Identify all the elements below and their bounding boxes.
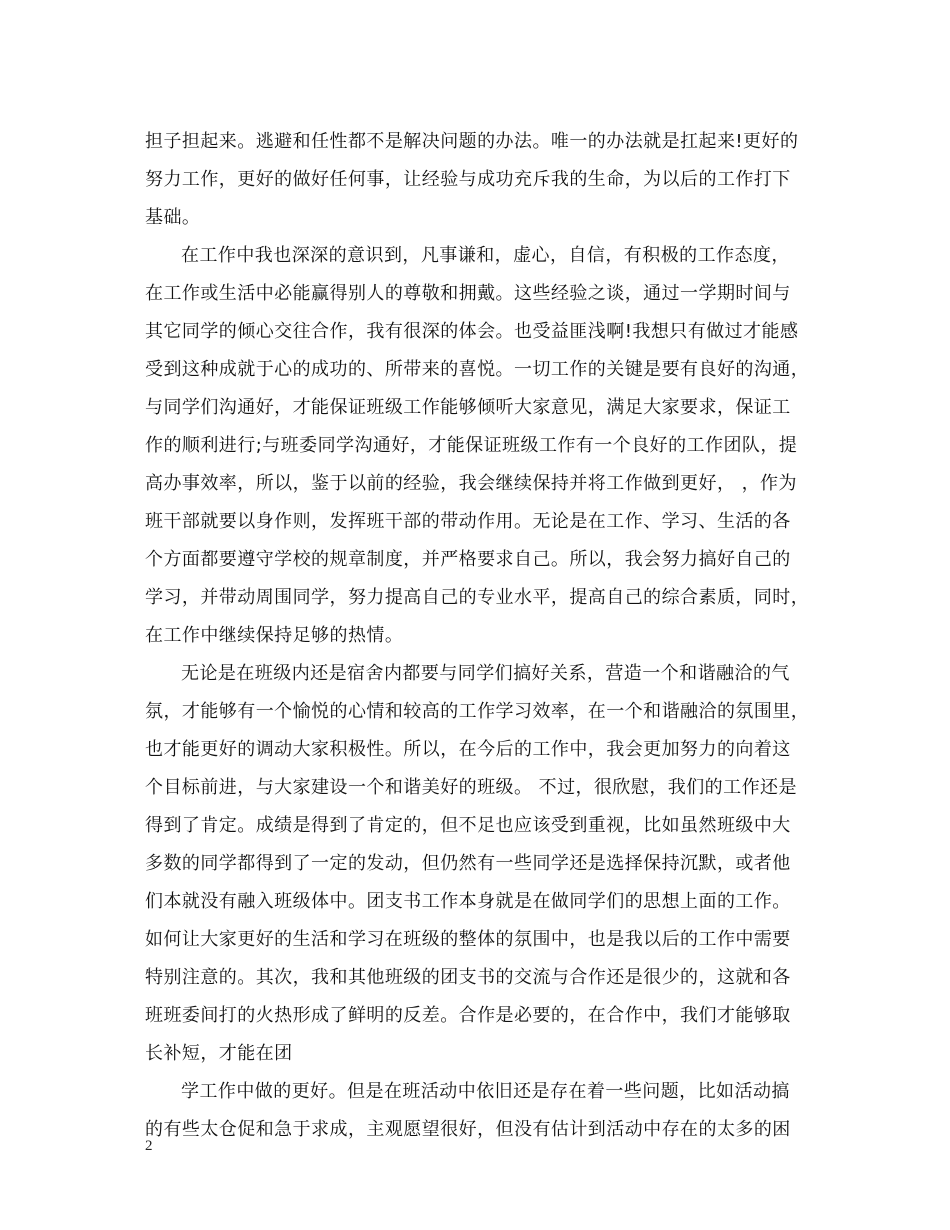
text-line: 班干部就要以身作则，发挥班干部的带动作用。无论是在工作、学习、生活的各 [145, 511, 791, 532]
text-line: 个目标前进，与大家建设一个和谐美好的班级。 不过，很欣慰，我们的工作还是 [145, 777, 797, 798]
text-line: 学习，并带动周围同学，努力提高自己的专业水平，提高自己的综合素质，同时， [145, 587, 810, 608]
text-line: 的有些太仓促和急于求成，主观愿望很好，但没有估计到活动中存在的太多的困 [145, 1119, 791, 1140]
text-line: 基础。 [145, 207, 201, 228]
text-line: 特别注意的。其次，我和其他班级的团支书的交流与合作还是很少的，这就和各 [145, 967, 791, 988]
text-line: 氛，才能够有一个愉悦的心情和较高的工作学习效率，在一个和谐融洽的氛围里， [145, 701, 810, 722]
text-line: 其它同学的倾心交往合作，我有很深的体会。也受益匪浅啊!我想只有做过才能感 [145, 321, 799, 342]
text-line: 在工作或生活中必能赢得别人的尊敬和拥戴。这些经验之谈，通过一学期时间与 [145, 283, 791, 304]
paragraph-first-line: 无论是在班级内还是宿舍内都要与同学们搞好关系，营造一个和谐融洽的气 [181, 663, 790, 684]
text-line: 在工作中继续保持足够的热情。 [145, 625, 404, 646]
paragraph-first-line: 在工作中我也深深的意识到，凡事谦和，虚心，自信，有积极的工作态度， [181, 245, 790, 266]
text-line: 个方面都要遵守学校的规章制度，并严格要求自己。所以，我会努力搞好自己的 [145, 549, 791, 570]
text-line: 作的顺利进行;与班委同学沟通好，才能保证班级工作有一个良好的工作团队，提 [145, 435, 798, 456]
text-line: 长补短，才能在团 [145, 1043, 293, 1064]
text-line: 高办事效率，所以，鉴于以前的经验，我会继续保持并将工作做到更好， ，作为 [145, 473, 797, 494]
text-line: 如何让大家更好的生活和学习在班级的整体的氛围中，也是我以后的工作中需要 [145, 929, 791, 950]
page-number: 2 [145, 1138, 153, 1154]
text-line: 班班委间打的火热形成了鲜明的反差。合作是必要的，在合作中，我们才能够取 [145, 1005, 791, 1026]
text-line: 多数的同学都得到了一定的发动，但仍然有一些同学还是选择保持沉默，或者他 [145, 853, 791, 874]
text-line: 努力工作，更好的做好任何事，让经验与成功充斥我的生命，为以后的工作打下 [145, 169, 791, 190]
text-line: 受到这种成就于心的成功的、所带来的喜悦。一切工作的关键是要有良好的沟通， [145, 359, 810, 380]
text-line: 们本就没有融入班级体中。团支书工作本身就是在做同学们的思想上面的工作。 [145, 891, 791, 912]
text-line: 得到了肯定。成绩是得到了肯定的，但不足也应该受到重视，比如虽然班级中大 [145, 815, 791, 836]
text-line: 也才能更好的调动大家积极性。所以，在今后的工作中，我会更加努力的向着这 [145, 739, 791, 760]
text-line: 担子担起来。逃避和任性都不是解决问题的办法。唯一的办法就是扛起来!更好的 [145, 131, 799, 152]
paragraph-first-line: 学工作中做的更好。但是在班活动中依旧还是存在着一些问题，比如活动搞 [181, 1081, 790, 1102]
text-line: 与同学们沟通好，才能保证班级工作能够倾听大家意见，满足大家要求，保证工 [145, 397, 791, 418]
